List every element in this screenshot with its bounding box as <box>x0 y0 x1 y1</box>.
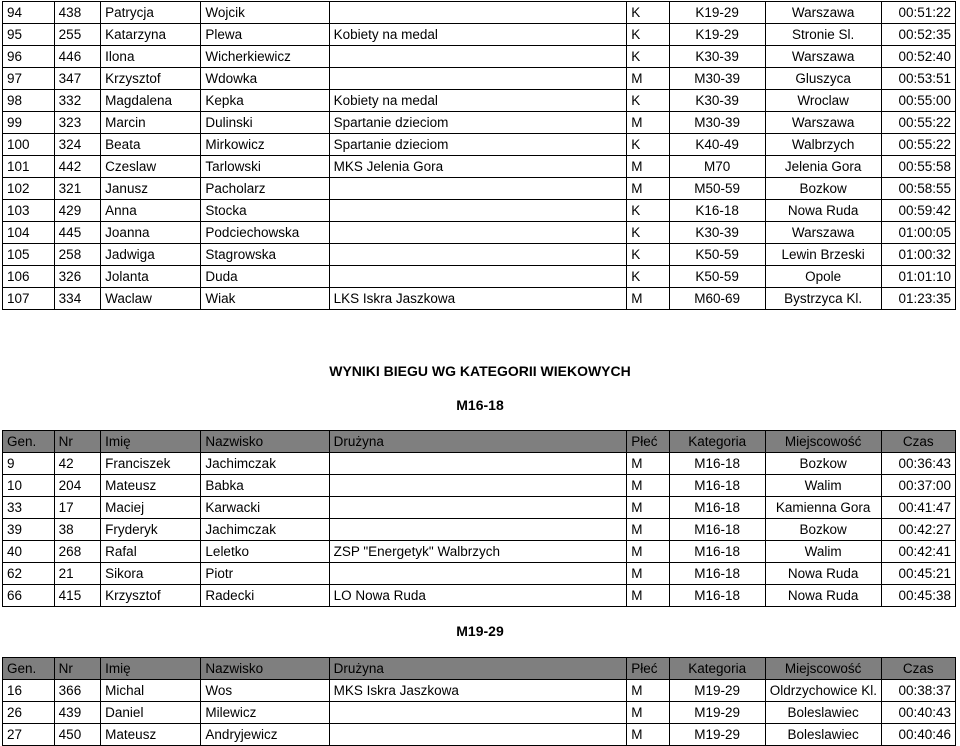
cell-druzyna <box>329 475 627 497</box>
table-row <box>3 222 956 244</box>
cell-druzyna: MKS Iskra Jaszkowa <box>329 680 627 702</box>
cell-miejscowosc: Wroclaw <box>765 90 881 112</box>
cell-czas: 01:00:05 <box>881 222 955 244</box>
cell-nr: 42 <box>54 453 101 475</box>
cell-czas: 01:00:32 <box>881 244 955 266</box>
cell-plec: M <box>627 475 669 497</box>
cell-kategoria: K19-29 <box>669 24 765 46</box>
cell-czas: 00:38:37 <box>881 680 955 702</box>
header-imie: Imię <box>101 431 201 453</box>
cell-druzyna <box>329 200 627 222</box>
cell-miejscowosc: Warszawa <box>765 112 881 134</box>
cell-nazwisko: Leletko <box>201 541 329 563</box>
cell-nazwisko: Piotr <box>201 563 329 585</box>
cell-plec: M <box>627 585 669 607</box>
cell-gen: 94 <box>3 2 55 24</box>
cell-nr: 258 <box>54 244 101 266</box>
cell-gen: 27 <box>3 724 55 746</box>
cell-kategoria: M16-18 <box>669 453 765 475</box>
cell-gen: 100 <box>3 134 55 156</box>
cell-nazwisko: Wos <box>201 680 329 702</box>
cell-nazwisko: Jachimczak <box>201 453 329 475</box>
cell-nazwisko: Radecki <box>201 585 329 607</box>
cell-imie: Rafal <box>101 541 201 563</box>
cell-kategoria: M16-18 <box>669 475 765 497</box>
cell-druzyna <box>329 453 627 475</box>
cell-czas: 00:55:58 <box>881 156 955 178</box>
cell-nr: 323 <box>54 112 101 134</box>
cell-nr: 255 <box>54 24 101 46</box>
cell-plec: M <box>627 519 669 541</box>
cell-plec: K <box>627 200 669 222</box>
cell-nazwisko: Podciechowska <box>201 222 329 244</box>
cell-czas: 00:36:43 <box>881 453 955 475</box>
cell-imie: Katarzyna <box>101 24 201 46</box>
cell-druzyna: LKS Iskra Jaszkowa <box>329 288 627 310</box>
cell-nr: 324 <box>54 134 101 156</box>
cell-druzyna: MKS Jelenia Gora <box>329 156 627 178</box>
header-miejscowosc: Miejscowość <box>765 658 881 680</box>
cell-kategoria: K19-29 <box>669 2 765 24</box>
cell-gen: 107 <box>3 288 55 310</box>
cell-miejscowosc: Nowa Ruda <box>765 585 881 607</box>
cell-czas: 00:45:21 <box>881 563 955 585</box>
cell-miejscowosc: Bystrzyca Kl. <box>765 288 881 310</box>
cell-druzyna: LO Nowa Ruda <box>329 585 627 607</box>
table-row <box>3 702 956 724</box>
table-row <box>3 244 956 266</box>
results-table-overall <box>2 1 956 310</box>
cell-druzyna <box>329 266 627 288</box>
cell-kategoria: K16-18 <box>669 200 765 222</box>
cell-plec: M <box>627 156 669 178</box>
header-gen: Gen. <box>3 431 55 453</box>
table-row <box>3 475 956 497</box>
cell-gen: 98 <box>3 90 55 112</box>
cell-nazwisko: Wicherkiewicz <box>201 46 329 68</box>
cell-miejscowosc: Lewin Brzeski <box>765 244 881 266</box>
cell-imie: Janusz <box>101 178 201 200</box>
cell-gen: 9 <box>3 453 55 475</box>
cell-plec: K <box>627 46 669 68</box>
cell-miejscowosc: Oldrzychowice Kl. <box>765 680 881 702</box>
header-plec: Płeć <box>627 431 669 453</box>
table-row <box>3 134 956 156</box>
cell-nr: 334 <box>54 288 101 310</box>
cell-nr: 17 <box>54 497 101 519</box>
category-title-m16-18: M16-18 <box>456 397 504 413</box>
cell-nazwisko: Tarlowski <box>201 156 329 178</box>
cell-imie: Michal <box>101 680 201 702</box>
table-row <box>3 2 956 24</box>
header-row <box>3 431 956 453</box>
cell-gen: 106 <box>3 266 55 288</box>
header-row <box>3 658 956 680</box>
cell-druzyna: Kobiety na medal <box>329 24 627 46</box>
cell-gen: 96 <box>3 46 55 68</box>
cell-druzyna <box>329 2 627 24</box>
cell-druzyna: Spartanie dzieciom <box>329 134 627 156</box>
cell-miejscowosc: Warszawa <box>765 222 881 244</box>
cell-plec: K <box>627 222 669 244</box>
cell-nr: 326 <box>54 266 101 288</box>
cell-nazwisko: Jachimczak <box>201 519 329 541</box>
cell-druzyna: ZSP "Energetyk" Walbrzych <box>329 541 627 563</box>
cell-kategoria: M16-18 <box>669 563 765 585</box>
cell-nazwisko: Stocka <box>201 200 329 222</box>
cell-kategoria: M50-59 <box>669 178 765 200</box>
cell-miejscowosc: Bozkow <box>765 178 881 200</box>
cell-czas: 00:40:43 <box>881 702 955 724</box>
cell-miejscowosc: Gluszyca <box>765 68 881 90</box>
cell-druzyna <box>329 178 627 200</box>
cell-czas: 00:45:38 <box>881 585 955 607</box>
cell-czas: 00:55:22 <box>881 112 955 134</box>
cell-imie: Mateusz <box>101 724 201 746</box>
cell-czas: 00:52:35 <box>881 24 955 46</box>
cell-imie: Fryderyk <box>101 519 201 541</box>
cell-imie: Krzysztof <box>101 68 201 90</box>
cell-kategoria: K50-59 <box>669 266 765 288</box>
cell-nazwisko: Babka <box>201 475 329 497</box>
cell-czas: 00:53:51 <box>881 68 955 90</box>
cell-plec: K <box>627 2 669 24</box>
cell-druzyna <box>329 497 627 519</box>
cell-nazwisko: Plewa <box>201 24 329 46</box>
cell-nr: 332 <box>54 90 101 112</box>
table-row <box>3 24 956 46</box>
cell-plec: M <box>627 178 669 200</box>
cell-imie: Anna <box>101 200 201 222</box>
header-nazwisko: Nazwisko <box>201 431 329 453</box>
cell-miejscowosc: Walbrzych <box>765 134 881 156</box>
cell-czas: 00:55:22 <box>881 134 955 156</box>
cell-gen: 97 <box>3 68 55 90</box>
cell-kategoria: M16-18 <box>669 519 765 541</box>
cell-druzyna <box>329 724 627 746</box>
cell-imie: Daniel <box>101 702 201 724</box>
cell-gen: 95 <box>3 24 55 46</box>
table-row <box>3 541 956 563</box>
cell-plec: K <box>627 90 669 112</box>
cell-kategoria: M60-69 <box>669 288 765 310</box>
cell-nazwisko: Duda <box>201 266 329 288</box>
header-czas: Czas <box>881 431 955 453</box>
cell-nr: 415 <box>54 585 101 607</box>
cell-gen: 104 <box>3 222 55 244</box>
cell-druzyna <box>329 702 627 724</box>
cell-czas: 01:01:10 <box>881 266 955 288</box>
cell-kategoria: K30-39 <box>669 90 765 112</box>
cell-plec: K <box>627 244 669 266</box>
table-row <box>3 453 956 475</box>
header-miejscowosc: Miejscowość <box>765 431 881 453</box>
cell-czas: 00:51:22 <box>881 2 955 24</box>
table-row <box>3 519 956 541</box>
cell-miejscowosc: Warszawa <box>765 2 881 24</box>
cell-nazwisko: Andryjewicz <box>201 724 329 746</box>
table-row <box>3 497 956 519</box>
header-druzyna: Drużyna <box>329 658 627 680</box>
table-row <box>3 724 956 746</box>
cell-miejscowosc: Kamienna Gora <box>765 497 881 519</box>
cell-miejscowosc: Walim <box>765 475 881 497</box>
cell-gen: 105 <box>3 244 55 266</box>
cell-imie: Franciszek <box>101 453 201 475</box>
cell-gen: 62 <box>3 563 55 585</box>
cell-imie: Patrycja <box>101 2 201 24</box>
cell-plec: K <box>627 134 669 156</box>
cell-gen: 16 <box>3 680 55 702</box>
cell-miejscowosc: Walim <box>765 541 881 563</box>
cell-gen: 10 <box>3 475 55 497</box>
cell-imie: Maciej <box>101 497 201 519</box>
cell-imie: Ilona <box>101 46 201 68</box>
cell-czas: 00:58:55 <box>881 178 955 200</box>
table-header <box>3 658 956 680</box>
results-table-m16-18 <box>2 430 956 607</box>
cell-kategoria: M19-29 <box>669 702 765 724</box>
cell-plec: M <box>627 724 669 746</box>
cell-nazwisko: Mirkowicz <box>201 134 329 156</box>
table-header <box>3 431 956 453</box>
cell-druzyna: Spartanie dzieciom <box>329 112 627 134</box>
table-row <box>3 200 956 222</box>
cell-kategoria: M16-18 <box>669 541 765 563</box>
cell-druzyna <box>329 519 627 541</box>
cell-miejscowosc: Bozkow <box>765 519 881 541</box>
table-body <box>3 2 956 310</box>
header-druzyna: Drużyna <box>329 431 627 453</box>
cell-kategoria: M16-18 <box>669 585 765 607</box>
table-row <box>3 68 956 90</box>
cell-kategoria: M70 <box>669 156 765 178</box>
cell-imie: Marcin <box>101 112 201 134</box>
cell-plec: M <box>627 680 669 702</box>
cell-druzyna <box>329 563 627 585</box>
cell-czas: 00:55:00 <box>881 90 955 112</box>
cell-gen: 102 <box>3 178 55 200</box>
header-gen: Gen. <box>3 658 55 680</box>
results-table-m19-29 <box>2 657 956 746</box>
cell-kategoria: K50-59 <box>669 244 765 266</box>
cell-kategoria: M19-29 <box>669 724 765 746</box>
category-title-m19-29: M19-29 <box>456 623 504 639</box>
cell-miejscowosc: Boleslawiec <box>765 724 881 746</box>
cell-kategoria: K30-39 <box>669 46 765 68</box>
cell-druzyna <box>329 68 627 90</box>
cell-plec: M <box>627 288 669 310</box>
cell-nr: 21 <box>54 563 101 585</box>
cell-czas: 00:37:00 <box>881 475 955 497</box>
cell-nr: 439 <box>54 702 101 724</box>
cell-kategoria: K30-39 <box>669 222 765 244</box>
cell-gen: 40 <box>3 541 55 563</box>
cell-imie: Krzysztof <box>101 585 201 607</box>
cell-miejscowosc: Jelenia Gora <box>765 156 881 178</box>
cell-plec: M <box>627 563 669 585</box>
cell-druzyna <box>329 46 627 68</box>
header-kategoria: Kategoria <box>669 431 765 453</box>
cell-imie: Waclaw <box>101 288 201 310</box>
cell-gen: 26 <box>3 702 55 724</box>
cell-gen: 103 <box>3 200 55 222</box>
cell-nr: 450 <box>54 724 101 746</box>
cell-nazwisko: Karwacki <box>201 497 329 519</box>
cell-imie: Jolanta <box>101 266 201 288</box>
cell-nr: 204 <box>54 475 101 497</box>
header-nr: Nr <box>54 658 101 680</box>
cell-miejscowosc: Opole <box>765 266 881 288</box>
cell-imie: Sikora <box>101 563 201 585</box>
cell-miejscowosc: Warszawa <box>765 46 881 68</box>
cell-nazwisko: Pacholarz <box>201 178 329 200</box>
cell-druzyna <box>329 244 627 266</box>
cell-plec: K <box>627 24 669 46</box>
cell-gen: 99 <box>3 112 55 134</box>
cell-kategoria: M16-18 <box>669 497 765 519</box>
cell-nr: 445 <box>54 222 101 244</box>
cell-nazwisko: Stagrowska <box>201 244 329 266</box>
header-plec: Płeć <box>627 658 669 680</box>
cell-nr: 442 <box>54 156 101 178</box>
cell-nr: 347 <box>54 68 101 90</box>
cell-plec: M <box>627 112 669 134</box>
table-row <box>3 563 956 585</box>
cell-imie: Czeslaw <box>101 156 201 178</box>
cell-nr: 321 <box>54 178 101 200</box>
cell-kategoria: M19-29 <box>669 680 765 702</box>
cell-kategoria: M30-39 <box>669 68 765 90</box>
cell-imie: Jadwiga <box>101 244 201 266</box>
cell-plec: M <box>627 68 669 90</box>
header-czas: Czas <box>881 658 955 680</box>
cell-imie: Beata <box>101 134 201 156</box>
cell-nr: 268 <box>54 541 101 563</box>
header-imie: Imię <box>101 658 201 680</box>
table-row <box>3 178 956 200</box>
cell-druzyna: Kobiety na medal <box>329 90 627 112</box>
table-body <box>3 453 956 607</box>
table-row <box>3 288 956 310</box>
cell-nr: 429 <box>54 200 101 222</box>
cell-nr: 38 <box>54 519 101 541</box>
cell-miejscowosc: Nowa Ruda <box>765 563 881 585</box>
cell-kategoria: K40-49 <box>669 134 765 156</box>
table-row <box>3 585 956 607</box>
cell-plec: M <box>627 453 669 475</box>
cell-gen: 66 <box>3 585 55 607</box>
cell-czas: 00:40:46 <box>881 724 955 746</box>
cell-miejscowosc: Stronie Sl. <box>765 24 881 46</box>
cell-czas: 00:59:42 <box>881 200 955 222</box>
cell-plec: K <box>627 266 669 288</box>
table-row <box>3 46 956 68</box>
cell-kategoria: M30-39 <box>669 112 765 134</box>
cell-gen: 101 <box>3 156 55 178</box>
cell-gen: 33 <box>3 497 55 519</box>
table-row <box>3 156 956 178</box>
cell-imie: Joanna <box>101 222 201 244</box>
cell-plec: M <box>627 702 669 724</box>
cell-czas: 00:42:41 <box>881 541 955 563</box>
cell-czas: 00:41:47 <box>881 497 955 519</box>
table-row <box>3 680 956 702</box>
table-row <box>3 112 956 134</box>
cell-nazwisko: Kepka <box>201 90 329 112</box>
cell-nazwisko: Wojcik <box>201 2 329 24</box>
cell-nazwisko: Wiak <box>201 288 329 310</box>
cell-imie: Mateusz <box>101 475 201 497</box>
cell-nazwisko: Wdowka <box>201 68 329 90</box>
section-title: WYNIKI BIEGU WG KATEGORII WIEKOWYCH <box>329 363 631 379</box>
cell-czas: 01:23:35 <box>881 288 955 310</box>
cell-miejscowosc: Nowa Ruda <box>765 200 881 222</box>
cell-plec: M <box>627 497 669 519</box>
cell-imie: Magdalena <box>101 90 201 112</box>
cell-miejscowosc: Bozkow <box>765 453 881 475</box>
cell-czas: 00:52:40 <box>881 46 955 68</box>
cell-gen: 39 <box>3 519 55 541</box>
cell-nazwisko: Milewicz <box>201 702 329 724</box>
cell-czas: 00:42:27 <box>881 519 955 541</box>
header-nazwisko: Nazwisko <box>201 658 329 680</box>
cell-nazwisko: Dulinski <box>201 112 329 134</box>
cell-nr: 366 <box>54 680 101 702</box>
table-body <box>3 680 956 746</box>
cell-nr: 438 <box>54 2 101 24</box>
cell-nr: 446 <box>54 46 101 68</box>
cell-miejscowosc: Boleslawiec <box>765 702 881 724</box>
cell-plec: M <box>627 541 669 563</box>
header-nr: Nr <box>54 431 101 453</box>
table-row <box>3 266 956 288</box>
table-row <box>3 90 956 112</box>
header-kategoria: Kategoria <box>669 658 765 680</box>
cell-druzyna <box>329 222 627 244</box>
